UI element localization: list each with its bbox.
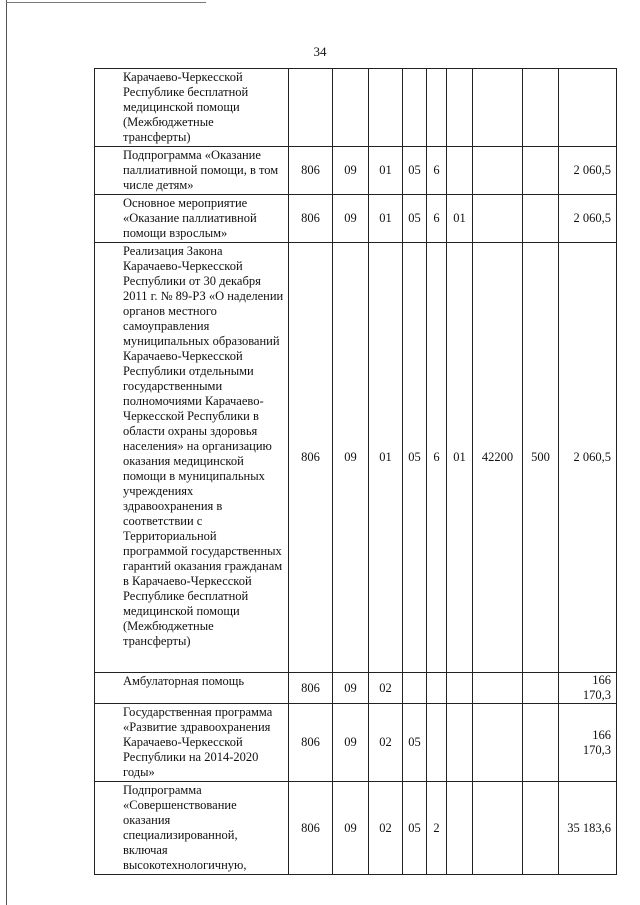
cell-direction: [473, 195, 523, 243]
cell-amount: 35 183,6: [559, 782, 617, 875]
cell-expense-type: [523, 69, 559, 147]
cell-expense-type: [523, 147, 559, 195]
row-name: Реализация Закона Карачаево-Черкесской Республики от 30 декабря 2011 г. № 89-РЗ «О наделении органов местного самоуправления муниципальных образований Карачаево-Черкесской Республики отдельными государственными полномочиями Карачаево-Черкесской Республики в области охраны здоровья населения» на организацию оказания медицинской помощи в муниципальных учреждениях здравоохранения в соответствии с Территориальной программой государственных гарантий оказания гражданам в Карачаево-Черкесской Республике бесплатной медицинской помощи (Межбюджетные трансферты): [95, 243, 289, 673]
cell-subsection: 02: [369, 782, 403, 875]
cell-measure: [447, 704, 473, 782]
cell-ministry: 806: [289, 673, 333, 704]
cell-measure: [447, 673, 473, 704]
cell-subsection: 01: [369, 243, 403, 673]
cell-ministry: 806: [289, 704, 333, 782]
cell-section: 09: [333, 673, 369, 704]
cell-subsection: 02: [369, 704, 403, 782]
cell-subsection: 01: [369, 147, 403, 195]
cell-subsection: 02: [369, 673, 403, 704]
cell-amount: 166 170,3: [559, 673, 617, 704]
cell-measure: [447, 69, 473, 147]
cell-measure: [447, 147, 473, 195]
cell-ministry: 806: [289, 782, 333, 875]
cell-program: [403, 69, 427, 147]
cell-amount: 2 060,5: [559, 243, 617, 673]
row-name: Карачаево-Черкесской Республике бесплатной медицинской помощи (Межбюджетные трансферты): [95, 69, 289, 147]
cell-expense-type: [523, 782, 559, 875]
cell-subsection: 01: [369, 195, 403, 243]
cell-program: 05: [403, 782, 427, 875]
table-row: [95, 243, 617, 673]
table-row: [95, 704, 617, 782]
cell-measure: 01: [447, 195, 473, 243]
cell-amount: [559, 69, 617, 147]
cell-direction: [473, 704, 523, 782]
cell-subprogram: 6: [427, 147, 447, 195]
table-row: [95, 69, 617, 147]
cell-subsection: [369, 69, 403, 147]
cell-program: 05: [403, 195, 427, 243]
budget-table: [94, 68, 617, 875]
cell-ministry: [289, 69, 333, 147]
cell-subprogram: [427, 673, 447, 704]
cell-subprogram: 6: [427, 195, 447, 243]
cell-subprogram: 2: [427, 782, 447, 875]
cell-section: [333, 69, 369, 147]
row-name: Основное мероприятие «Оказание паллиативной помощи взрослым»: [95, 195, 289, 243]
cell-direction: [473, 673, 523, 704]
cell-program: 05: [403, 147, 427, 195]
cell-program: [403, 673, 427, 704]
cell-measure: 01: [447, 243, 473, 673]
page-number: 34: [313, 44, 327, 59]
cell-expense-type: 500: [523, 243, 559, 673]
cell-amount: 166 170,3: [559, 704, 617, 782]
cell-ministry: 806: [289, 147, 333, 195]
table-row: [95, 673, 617, 704]
cell-section: 09: [333, 704, 369, 782]
cell-section: 09: [333, 782, 369, 875]
cell-section: 09: [333, 195, 369, 243]
cell-amount: 2 060,5: [559, 195, 617, 243]
cell-expense-type: [523, 195, 559, 243]
cell-section: 09: [333, 243, 369, 673]
cell-expense-type: [523, 673, 559, 704]
cell-subprogram: [427, 704, 447, 782]
cell-subprogram: [427, 69, 447, 147]
table-row: [95, 195, 617, 243]
cell-direction: [473, 147, 523, 195]
cell-expense-type: [523, 704, 559, 782]
cell-direction: 42200: [473, 243, 523, 673]
page-edge-line: [6, 0, 7, 905]
cell-ministry: 806: [289, 243, 333, 673]
cell-amount: 2 060,5: [559, 147, 617, 195]
cell-ministry: 806: [289, 195, 333, 243]
row-name: Подпрограмма «Оказание паллиативной помощи, в том числе детям»: [95, 147, 289, 195]
row-name: Амбулаторная помощь: [95, 673, 289, 704]
cell-direction: [473, 782, 523, 875]
cell-measure: [447, 782, 473, 875]
cell-subprogram: 6: [427, 243, 447, 673]
table-row: [95, 782, 617, 875]
cell-program: 05: [403, 704, 427, 782]
row-name: Подпрограмма «Совершенствование оказания специализированной, включая высокотехнологичную,: [95, 782, 289, 875]
row-name: Государственная программа «Развитие здравоохранения Карачаево-Черкесской Республики на 2014-2020 годы»: [95, 704, 289, 782]
table-row: [95, 147, 617, 195]
cell-program: 05: [403, 243, 427, 673]
page-top-line: [6, 2, 206, 3]
cell-section: 09: [333, 147, 369, 195]
cell-direction: [473, 69, 523, 147]
